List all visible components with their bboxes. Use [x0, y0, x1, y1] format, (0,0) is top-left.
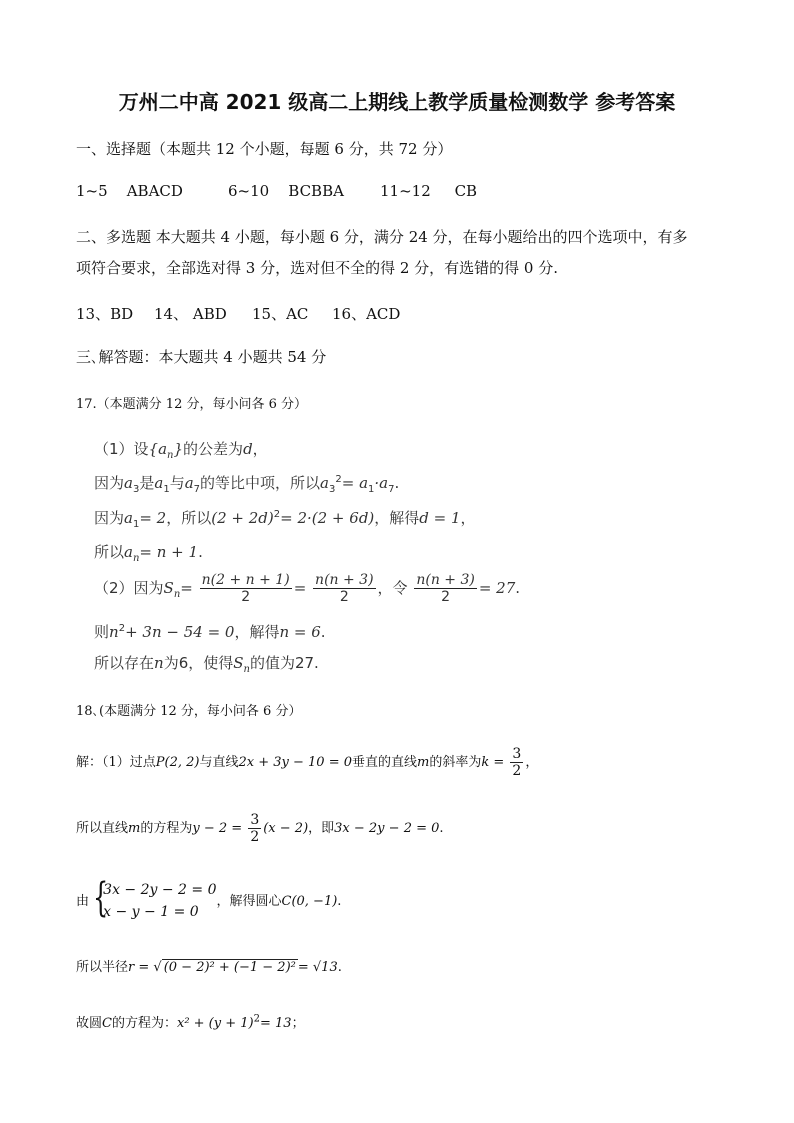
q17-l1-text: （1）设	[94, 440, 149, 458]
q17-l1-d: d	[243, 440, 253, 458]
q17-l2-a7-sub: 7	[193, 484, 201, 495]
q17-line-7	[94, 652, 319, 675]
q17-l6-period: .	[320, 623, 326, 641]
q18-line-2	[76, 812, 444, 845]
page-title: 万州二中高 2021 级高二上期线上教学质量检测数学 参考答案	[118, 90, 676, 114]
q17-l3-rhs: = 2·(2 + 6d)	[280, 509, 375, 527]
q17-l7-text2: 为6，使得	[163, 654, 234, 672]
q17-l2-a1-sub: 1	[163, 484, 170, 495]
q17-l2-text2: 是	[139, 474, 155, 492]
q17-l1-comma: ，	[252, 440, 268, 458]
q18-l1-frac-den: 2	[512, 763, 522, 780]
q18-l4-text: 所以半径	[76, 960, 129, 975]
q17-l5-S-sub: n	[173, 589, 181, 601]
q18-l4-period: .	[337, 960, 342, 975]
q18-l5-C: C	[102, 1016, 112, 1031]
answer-13: 13、BD	[76, 305, 134, 323]
q17-l2-period: .	[394, 474, 400, 492]
q18-l3-system	[93, 875, 217, 923]
q17-l3-a1: a	[124, 509, 133, 527]
q17-l1-text2: 的公差为	[183, 440, 244, 458]
section-1-heading: 一、选择题（本题共 12 个小题，每题 6 分，共 72 分）	[76, 140, 453, 158]
q18-l3-text2: ，解得圆心	[216, 894, 282, 910]
q17-l5-eq2: =	[293, 579, 307, 598]
q18-l3-center: C(0, −1)	[281, 894, 338, 910]
section-2-heading-line1: 二、多选题 本大题共 4 小题，每小题 6 分，满分 24 分，在每小题给出的四个选项中，有多	[76, 228, 688, 246]
q17-l2-sq-exp: 2	[335, 474, 342, 485]
q17-l5-frac2-den: 2	[339, 589, 349, 606]
q17-l5-frac1-num: n(2 + n + 1)	[201, 572, 290, 588]
q17-l1-sub: n	[167, 450, 174, 461]
q18-l3-eq2: x − y − 1 = 0	[103, 903, 199, 920]
q18-l2-text2: 的方程为	[140, 821, 193, 837]
q18-l2-paren: (x − 2)	[263, 821, 309, 837]
q17-l5-text: （2）因为	[94, 579, 164, 598]
q17-l7-text: 所以存在	[94, 654, 155, 672]
q18-l5-rhs: = 13	[259, 1016, 292, 1031]
answer-16: 16、ACD	[332, 305, 401, 323]
q17-l4-an: a	[124, 543, 133, 561]
q17-l2-text4: 的等比中项，所以	[200, 474, 321, 492]
q18-l2-frac-num: 3	[250, 812, 260, 828]
q17-l4-eq: = n + 1	[139, 543, 199, 561]
q18-l5-text2: 的方程为：	[111, 1016, 177, 1031]
q17-l3-d: d = 1	[419, 509, 461, 527]
brace-icon: {	[93, 875, 109, 921]
q17-l4-an-sub: n	[132, 553, 140, 564]
q17-line-3	[94, 507, 476, 530]
q17-l3-eq: = 2	[139, 509, 167, 527]
q18-l3-period: .	[337, 894, 342, 910]
answer-6-10: 6~10 BCBBA	[228, 182, 344, 200]
q18-l1-m: m	[417, 755, 430, 771]
q18-l1-P: P(2, 2)	[155, 755, 200, 771]
q18-heading: 18､(本题满分 12 分，每小问各 6 分）	[76, 704, 302, 719]
q17-l3-text3: ，解得	[374, 509, 420, 527]
q18-l2-m: m	[128, 821, 141, 837]
q18-l1-k: k =	[481, 755, 505, 771]
q18-l1-frac	[510, 746, 523, 779]
answer-11-12: 11~12 CB	[380, 182, 478, 200]
q18-l2-y: y − 2 =	[192, 821, 243, 837]
q17-l2-dot: ·a	[374, 474, 389, 492]
q17-l2-text3: 与	[169, 474, 185, 492]
q18-l2-frac	[248, 812, 261, 845]
q18-line-5	[76, 1012, 305, 1031]
q18-l3-text: 由	[76, 894, 90, 910]
q17-line-1	[94, 438, 268, 461]
q17-l5-frac3-num: n(n + 3)	[416, 572, 475, 588]
q17-l1-seq: {a	[148, 440, 168, 458]
q17-l5-eq1: =	[180, 579, 193, 598]
q18-line-1	[76, 746, 538, 779]
q18-l5-exp: 2	[253, 1013, 260, 1025]
answer-15: 15、AC	[252, 305, 309, 323]
q18-l1-frac-num: 3	[512, 746, 522, 762]
q18-l2-text3: ，即	[308, 821, 335, 837]
q17-l5-frac1-den: 2	[241, 589, 251, 606]
q18-l5-semicolon: ；	[291, 1016, 305, 1031]
q17-l5-text2: ，令	[377, 579, 408, 598]
q17-l6-rest: + 3n − 54 = 0	[125, 623, 235, 641]
q17-l6-exp: 2	[118, 623, 126, 634]
q17-l5-frac2	[313, 572, 376, 605]
q18-l1-text2: 与直线	[199, 755, 239, 771]
q18-line-3	[76, 875, 342, 923]
q17-l5-frac3	[414, 572, 477, 605]
q18-line-4	[76, 956, 342, 975]
q18-l1-text4: 的斜率为	[429, 755, 482, 771]
q18-l1-line: 2x + 3y − 10 = 0	[238, 755, 353, 771]
q18-l3-eq1: 3x − 2y − 2 = 0	[103, 882, 217, 898]
q17-l2-sq: a	[320, 474, 329, 492]
q17-l7-S-sub: n	[243, 664, 250, 675]
answer-1-5: 1~5 ABACD	[76, 182, 183, 200]
q17-l2-a3: a	[124, 474, 133, 492]
q17-l2-a1: a	[154, 474, 164, 492]
q18-l4-sqrt: (0 − 2)² + (−1 − 2)²	[163, 960, 296, 975]
q17-l3-exp: 2	[273, 509, 281, 520]
q18-l4-r: r =	[128, 960, 150, 975]
q17-l3-text: 因为	[94, 509, 125, 527]
q17-l6-text: 则	[94, 623, 110, 641]
q18-l2-period: .	[439, 821, 444, 837]
q17-l7-n: n	[154, 654, 164, 672]
q18-l1-text3: 垂直的直线	[352, 755, 418, 771]
q17-l2-text: 因为	[94, 474, 125, 492]
q17-l5-frac2-num: n(n + 3)	[315, 572, 374, 588]
q17-l5-period: .	[515, 579, 521, 598]
section-2-heading-line2: 项符合要求，全部选对得 3 分，选对但不全的得 2 分，有选错的得 0 分.	[76, 259, 559, 277]
q17-heading: 17.（本题满分 12 分，每小问各 6 分）	[76, 397, 308, 412]
q17-l3-a1-sub: 1	[132, 519, 140, 530]
answer-14: 14、 ABD	[154, 305, 227, 323]
q17-l2-eq: = a	[341, 474, 369, 492]
q17-l3-text2: ，所以	[166, 509, 212, 527]
q17-l4-period: .	[198, 543, 203, 561]
q17-line-6	[94, 621, 326, 642]
q17-l6-n: n	[109, 623, 119, 641]
q17-l2-sq-sub: 3	[329, 484, 336, 495]
q17-l7-text3: 的值为27.	[249, 654, 319, 672]
q17-l6-n6: n = 6	[279, 623, 321, 641]
q17-line-5	[94, 572, 520, 605]
q18-l5-lhs: x² + (y + 1)	[176, 1016, 254, 1031]
q17-l2-a7: a	[184, 474, 194, 492]
q17-l2-dot-sub: 7	[388, 484, 395, 495]
q17-l2-a3-sub: 3	[132, 484, 140, 495]
q17-l3-lhs: (2 + 2d)	[211, 509, 274, 527]
q17-l5-frac1	[200, 572, 292, 605]
q18-l1-text: 解：（1）过点	[76, 755, 156, 771]
q18-l2-text: 所以直线	[76, 821, 129, 837]
q18-l4-val: = √13	[297, 960, 338, 975]
q17-l1-close: }	[173, 440, 184, 458]
q17-line-4	[94, 541, 203, 564]
sqrt-icon: √	[153, 960, 162, 975]
q18-l2-line: 3x − 2y − 2 = 0	[334, 821, 440, 837]
q18-l1-comma: ，	[525, 755, 539, 771]
q17-l3-comma: ，	[460, 509, 476, 527]
q17-l5-frac3-den: 2	[441, 589, 451, 606]
q17-l4-text: 所以	[94, 543, 125, 561]
q18-l5-text: 故圆	[76, 1016, 103, 1031]
q17-l6-text2: ，解得	[234, 623, 280, 641]
q17-l7-S: S	[233, 654, 244, 672]
q17-l2-eq-sub: 1	[368, 484, 375, 495]
q18-l2-frac-den: 2	[250, 829, 260, 846]
q17-line-2	[94, 472, 399, 495]
q17-l5-S: S	[163, 579, 174, 598]
section-3-heading: 三､解答题：本大题共 4 小题共 54 分	[76, 348, 327, 366]
q17-l5-eq27: = 27	[478, 579, 516, 598]
